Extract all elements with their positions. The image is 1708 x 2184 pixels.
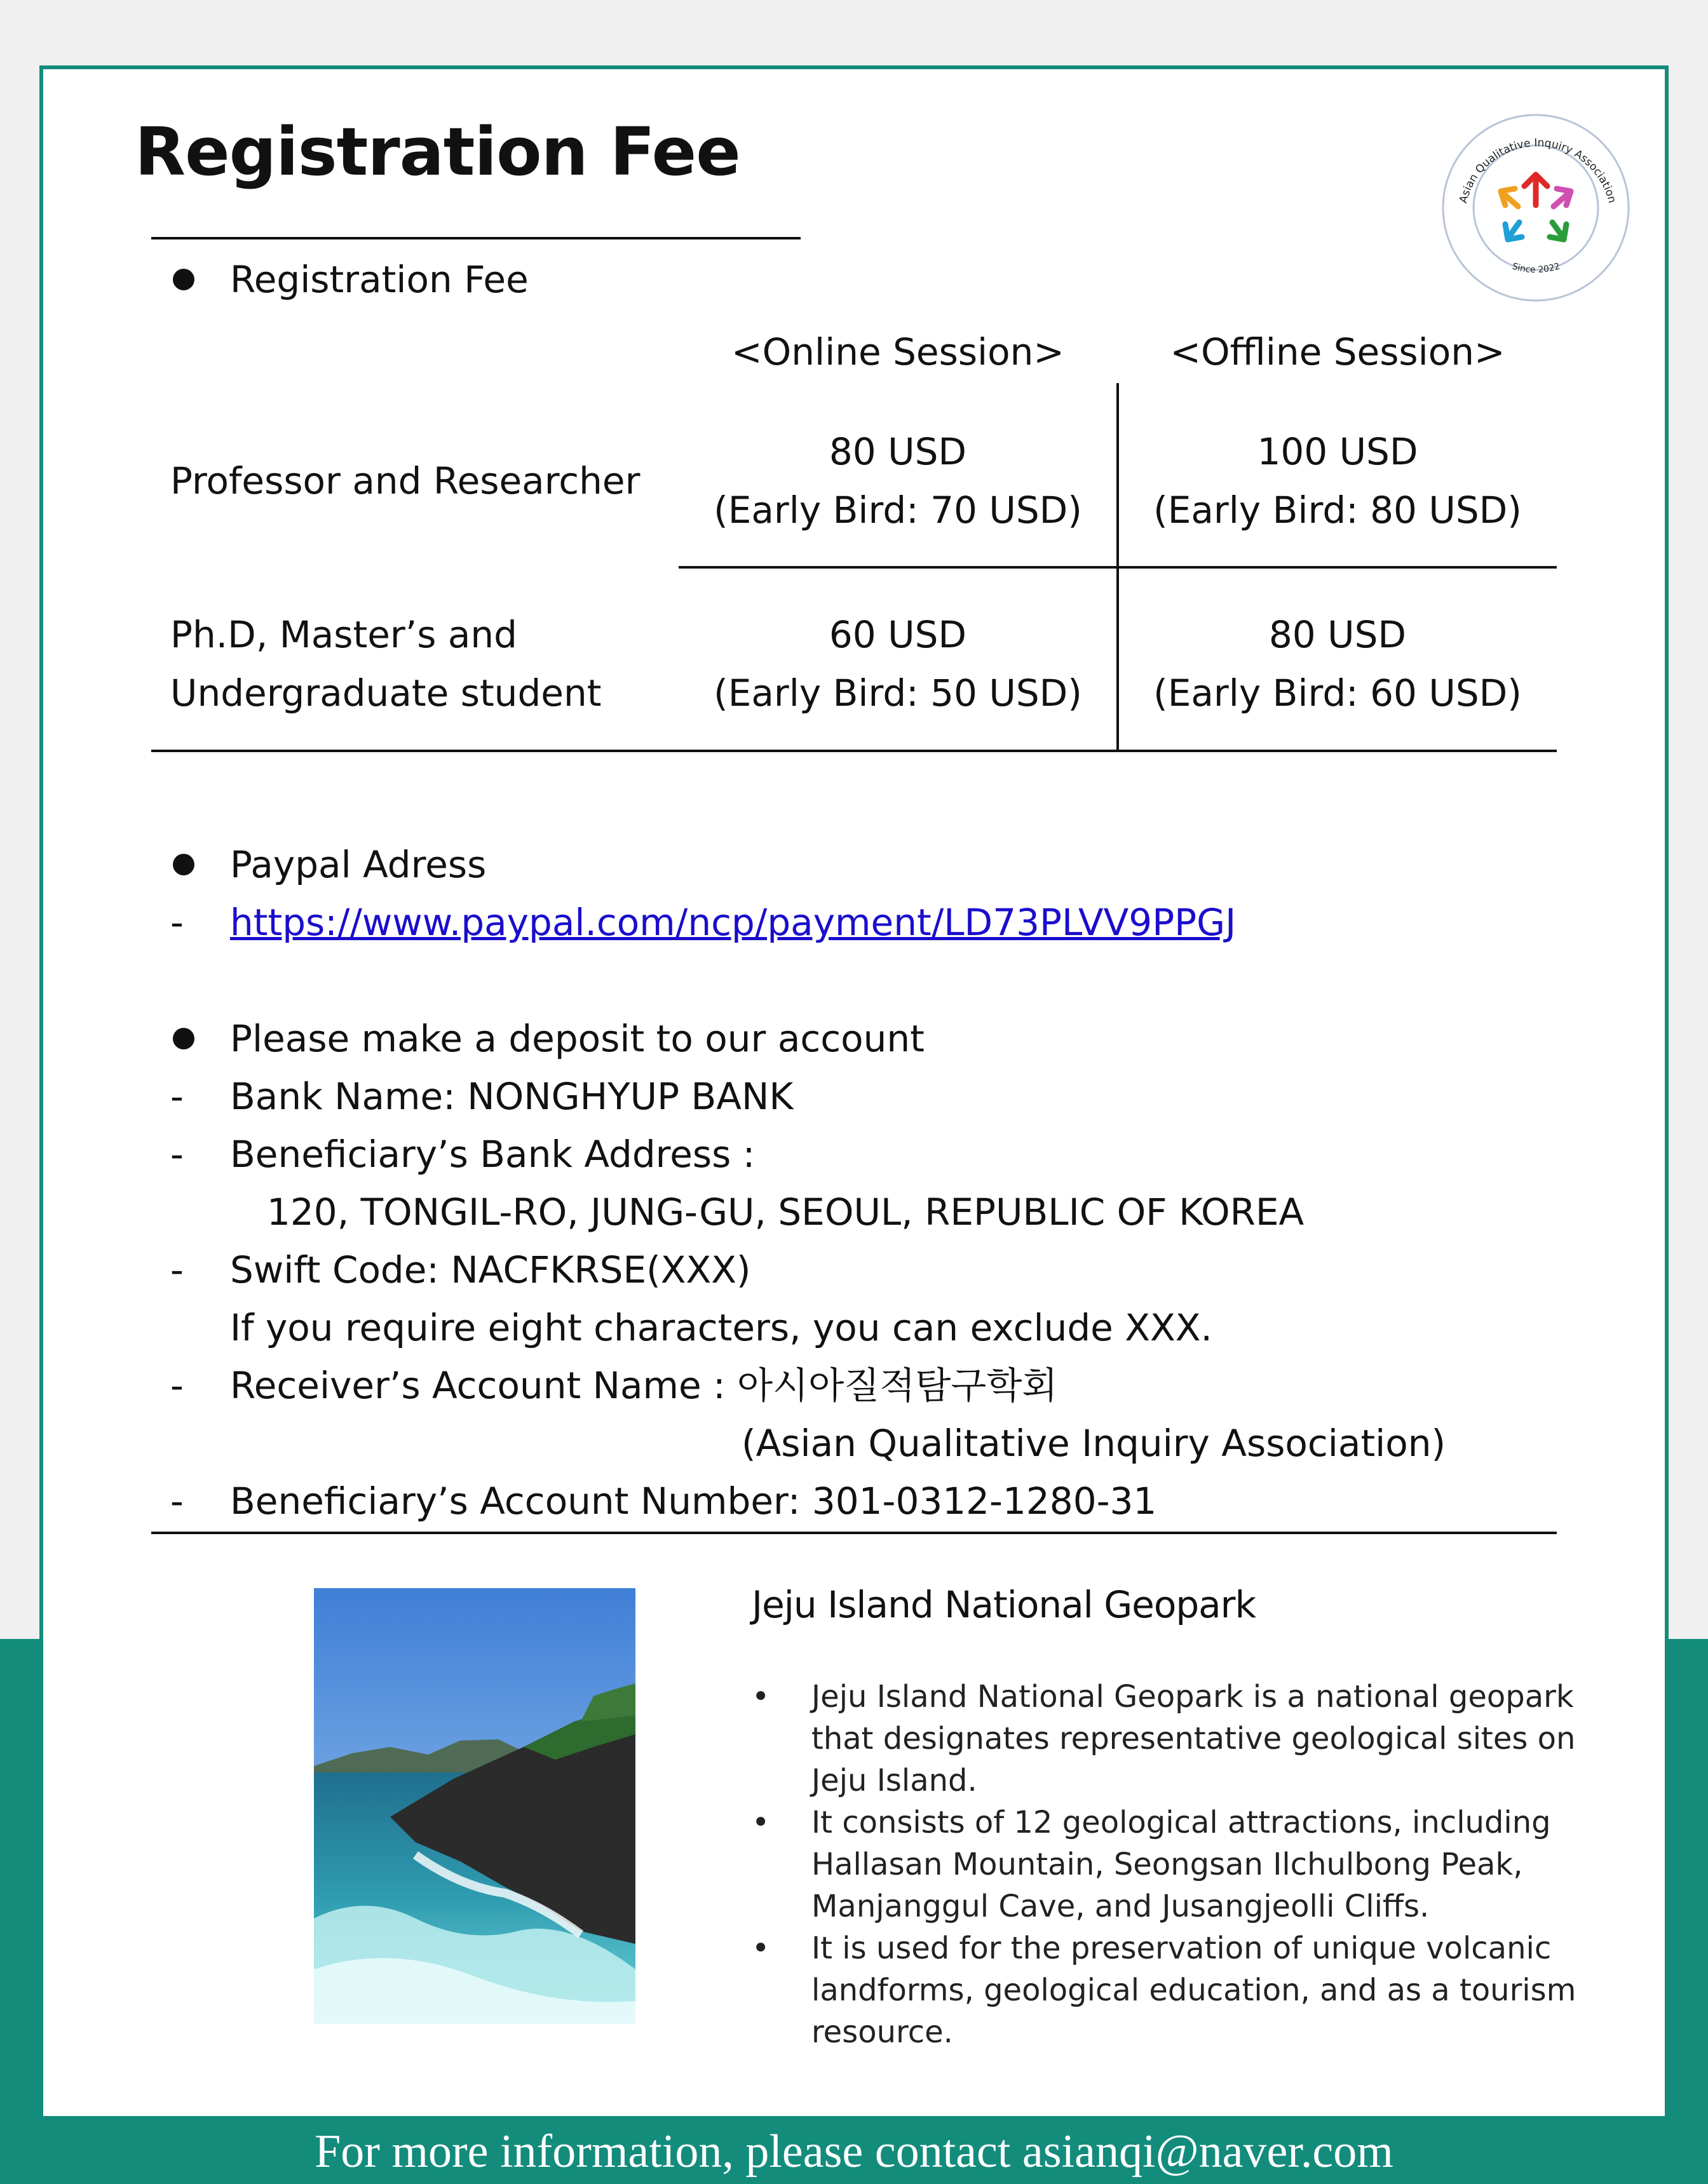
logo-since-text: Since 2022 bbox=[1510, 261, 1561, 276]
row-label-student-line1: Ph.D, Master’s and bbox=[170, 613, 517, 656]
receiver-name-english: (Asian Qualitative Inquiry Association) bbox=[742, 1422, 1446, 1465]
fee-online-student: 60 USD bbox=[829, 613, 967, 656]
table-bottom-rule bbox=[151, 750, 1557, 752]
bullet-dot bbox=[173, 269, 194, 290]
swift-note: If you require eight characters, you can exclude XXX. bbox=[230, 1306, 1212, 1349]
dash-marker: - bbox=[170, 1364, 184, 1407]
dash-marker: - bbox=[170, 1075, 184, 1118]
fee-online-student-early: (Early Bird: 50 USD) bbox=[714, 671, 1082, 715]
row-label-student-line2: Undergraduate student bbox=[170, 671, 602, 715]
list-item bbox=[752, 1802, 1578, 1927]
fee-offline-student: 80 USD bbox=[1268, 613, 1407, 656]
bullet: • bbox=[752, 1805, 770, 1840]
bank-name: Bank Name: NONGHYUP BANK bbox=[230, 1075, 794, 1118]
geopark-list bbox=[752, 1676, 1578, 2053]
fees-heading: Registration Fee bbox=[230, 258, 529, 301]
paypal-link[interactable]: https://www.paypal.com/ncp/payment/LD73PLVV9PPGJ bbox=[230, 901, 1237, 944]
geopark-item-text: Jeju Island National Geopark is a national geopark that designates representative geological sites on Jeju Island. bbox=[811, 1679, 1576, 1798]
bullet-dot bbox=[173, 854, 194, 875]
page-title: Registration Fee bbox=[135, 113, 740, 191]
account-number: Beneficiary’s Account Number: 301-0312-1280-31 bbox=[230, 1480, 1157, 1523]
bullet: • bbox=[752, 1679, 770, 1715]
row-label-professor: Professor and Researcher bbox=[170, 459, 640, 502]
geopark-item-text: It is used for the preservation of unique volcanic landforms, geological education, and as a tourism resource. bbox=[811, 1931, 1576, 2050]
paypal-link-wrapper bbox=[230, 893, 1236, 952]
list-item bbox=[752, 1676, 1578, 1802]
swift-code: Swift Code: NACFKRSE(XXX) bbox=[230, 1248, 751, 1291]
fee-online-professor: 80 USD bbox=[829, 430, 967, 473]
bank-heading: Please make a deposit to our account bbox=[230, 1017, 925, 1060]
dash-marker: - bbox=[170, 1248, 184, 1291]
association-logo bbox=[1439, 111, 1633, 305]
dash-marker: - bbox=[170, 1133, 184, 1176]
geopark-item-text: It consists of 12 geological attractions, including Hallasan Mountain, Seongsan Ilchulbong Peak, Manjanggul Cave, and Jusangjeolli Cliffs. bbox=[811, 1805, 1551, 1924]
col-header-online: <Online Session> bbox=[731, 330, 1064, 374]
bank-address-value: 120, TONGIL-RO, JUNG-GU, SEOUL, REPUBLIC OF KOREA bbox=[267, 1190, 1305, 1234]
fee-offline-professor-early: (Early Bird: 80 USD) bbox=[1153, 489, 1522, 532]
paypal-heading: Paypal Adress bbox=[230, 843, 487, 886]
title-underline bbox=[151, 237, 801, 239]
fee-online-professor-early: (Early Bird: 70 USD) bbox=[714, 489, 1082, 532]
fee-offline-professor: 100 USD bbox=[1257, 430, 1418, 473]
col-header-offline: <Offline Session> bbox=[1170, 330, 1505, 374]
bullet-dot bbox=[173, 1028, 194, 1049]
bank-address-label: Beneficiary’s Bank Address : bbox=[230, 1133, 756, 1176]
contact-footer: For more information, please contact asianqi@naver.com bbox=[315, 2126, 1393, 2178]
geopark-title: Jeju Island National Geopark bbox=[752, 1583, 1256, 1626]
dash-marker: - bbox=[170, 901, 184, 944]
table-row-divider bbox=[679, 566, 1557, 569]
logo-ring-text: Asian Qualitative Inquiry Association bbox=[1456, 136, 1619, 205]
dash-marker: - bbox=[170, 1480, 184, 1523]
receiver-name: Receiver’s Account Name : 아시아질적탐구학회 bbox=[230, 1364, 1058, 1407]
fee-offline-student-early: (Early Bird: 60 USD) bbox=[1153, 671, 1522, 715]
bank-bottom-rule bbox=[151, 1532, 1557, 1534]
bullet: • bbox=[752, 1931, 770, 1966]
list-item bbox=[752, 1927, 1578, 2053]
jeju-cliff-photo bbox=[314, 1588, 635, 2024]
